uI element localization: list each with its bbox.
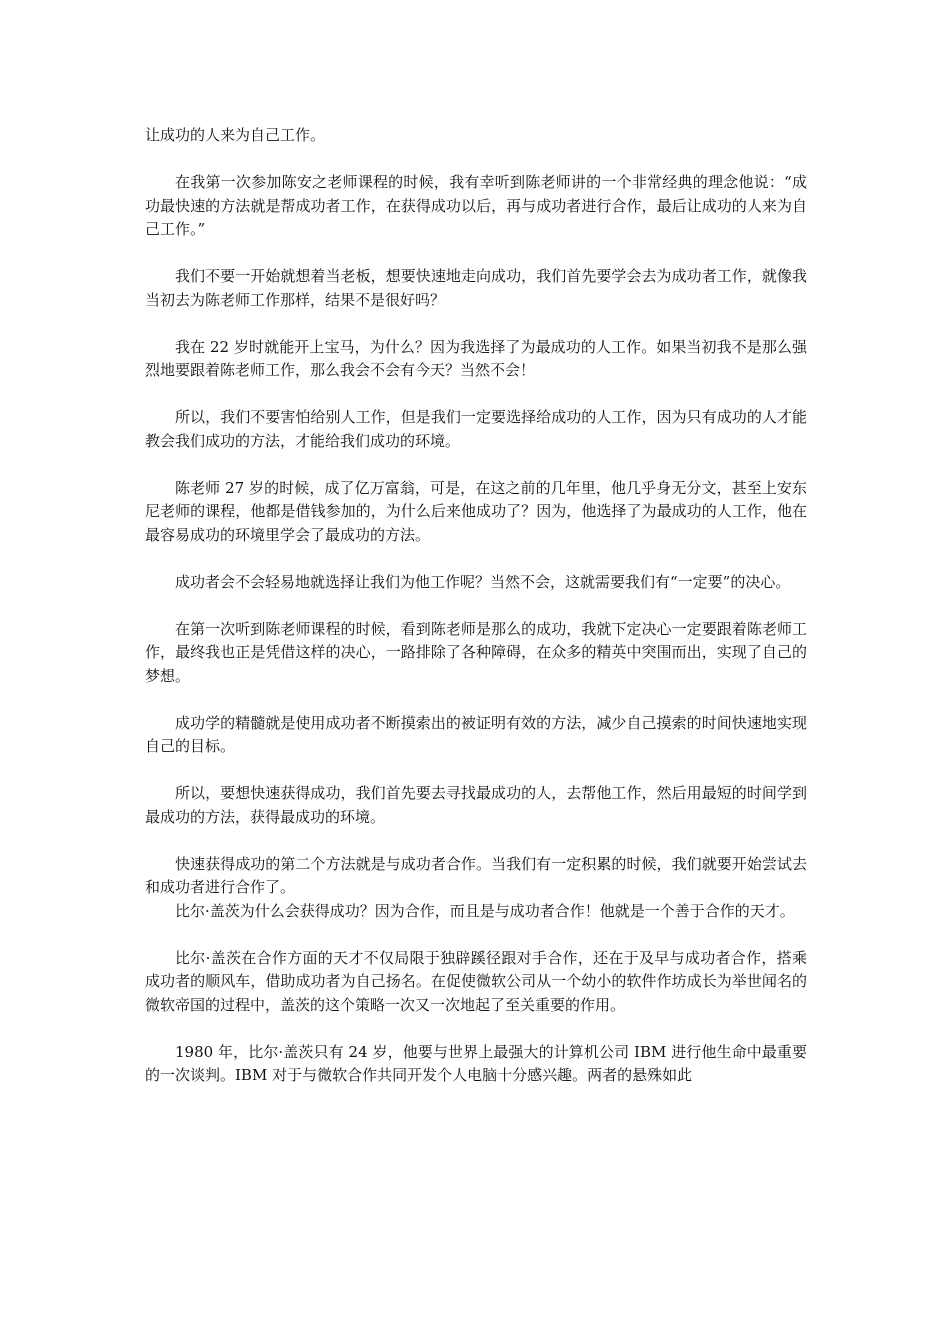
paragraph: 成功学的精髓就是使用成功者不断摸索出的被证明有效的方法，减少自己摸索的时间快速地实现自己的目标。: [145, 713, 807, 755]
paragraph: 比尔·盖茨为什么会获得成功？因为合作，而且是与成功者合作！他就是一个善于合作的天才。: [175, 901, 795, 920]
paragraph: 在我第一次参加陈安之老师课程的时候，我有幸听到陈老师讲的一个非常经典的理念他说：“成功最快速的方法就是帮成功者工作，在获得成功以后，再与成功者进行合作，最后让成功的人来为自己工作。”: [145, 173, 807, 238]
paragraph: 比尔·盖茨在合作方面的天才不仅局限于独辟蹊径跟对手合作，还在于及早与成功者合作，搭乘成功者的顺风车，借助成功者为自己扬名。在促使微软公司从一个幼小的软件作坊成长为举世闻名的微软帝国的过程中，盖茨的这个策略一次又一次地起了至关重要的作用。: [145, 948, 807, 1014]
paragraph: 所以，要想快速获得成功，我们首先要去寻找最成功的人，去帮他工作，然后用最短的时间学到最成功的方法，获得最成功的环境。: [145, 784, 807, 826]
paragraph: 让成功的人来为自己工作。: [145, 126, 326, 144]
document-body: [145, 124, 807, 1111]
paragraph: 我在 22 岁时就能开上宝马，为什么？因为我选择了为最成功的人工作。如果当初我不是那么强烈地要跟着陈老师工作，那么我会不会有今天？当然不会！: [145, 337, 807, 379]
paragraph: 快速获得成功的第二个方法就是与成功者合作。当我们有一定积累的时候，我们就要开始尝试去和成功者进行合作了。: [145, 854, 807, 896]
paragraph: 在第一次听到陈老师课程的时候，看到陈老师是那么的成功，我就下定决心一定要跟着陈老师工作，最终我也正是凭借这样的决心，一路排除了各种障碍，在众多的精英中突围而出，实现了自己的梦想。: [145, 619, 807, 685]
paragraph: 成功者会不会轻易地就选择让我们为他工作呢？当然不会，这就需要我们有“一定要”的决心。: [175, 572, 791, 591]
paragraph: 1980 年，比尔·盖茨只有 24 岁，他要与世界上最强大的计算机公司 IBM 进行他生命中最重要的一次谈判。IBM 对于与微软合作共同开发个人电脑十分感兴趣。两者的悬殊如此: [145, 1042, 807, 1084]
paragraph: 我们不要一开始就想着当老板，想要快速地走向成功，我们首先要学会去为成功者工作，就像我当初去为陈老师工作那样，结果不是很好吗？: [145, 267, 807, 309]
paragraph: 陈老师 27 岁的时候，成了亿万富翁，可是，在这之前的几年里，他几乎身无分文，甚至上安东尼老师的课程，他都是借钱参加的，为什么后来他成功了？因为，他选择了为最成功的人工作，他在最容易成功的环境里学会了最成功的方法。: [145, 478, 807, 544]
paragraph: 所以，我们不要害怕给别人工作，但是我们一定要选择给成功的人工作，因为只有成功的人才能教会我们成功的方法，才能给我们成功的环境。: [145, 408, 807, 450]
